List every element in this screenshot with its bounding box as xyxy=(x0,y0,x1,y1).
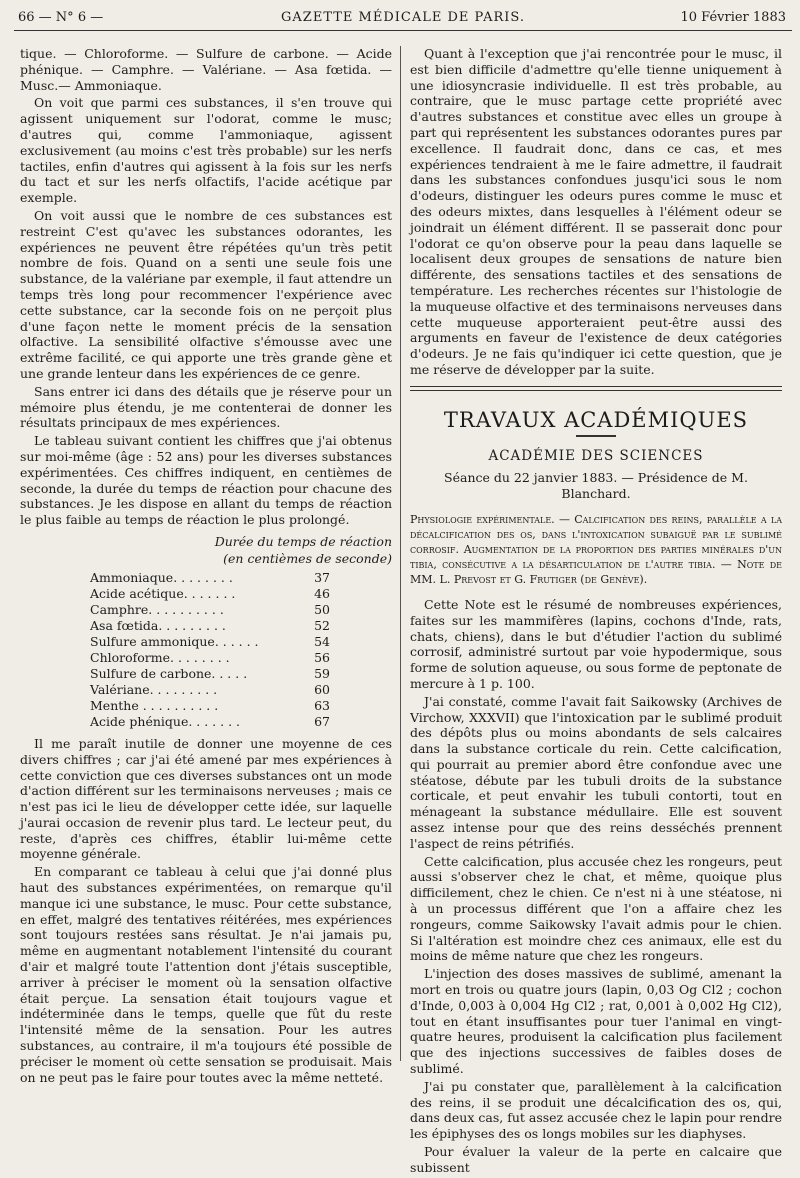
substance-name: Asa fœtida. . . . . . . . . xyxy=(90,617,226,633)
table-row xyxy=(20,602,392,618)
page-number: 66 — N° 6 — xyxy=(18,10,104,25)
page-header xyxy=(14,6,792,31)
paragraph: Pour évaluer la valeur de la perte en calcaire que subissent xyxy=(410,1144,782,1175)
journal-title: GAZETTE MÉDICALE DE PARIS. xyxy=(281,10,525,25)
reaction-value: 50 xyxy=(314,601,330,617)
reaction-value: 46 xyxy=(314,585,330,601)
paragraph: J'ai constaté, comme l'avait fait Saikowsky (Archives de Virchow, XXXVII) que l'intoxication par le sublimé produit des dépôts plus ou moins abondants de sels calcaires dans la substance corticale du rein. Cette calcification, qui pourrait au premier abord être confondue avec une stéatose, débute par les tubuli droits de la substance corticale, et peut envahir les tubuli contorti, tout en ménageant la substance médullaire. Elle est souvent assez intense pour que des reins desséchés prennent l'aspect de reins pétrifiés. xyxy=(410,693,782,851)
paragraph: Cette Note est le résumé de nombreuses expériences, faites sur les mammifères (lapins, cochons d'Inde, rats, chats, chiens), dans le but d'étudier l'action du sublimé corrosif, administré surtout par voie hypodermique, sous forme de solution aqueuse, ou sous forme de peptonate de mercure à 1 p. 100. xyxy=(410,596,782,691)
paragraph: On voit que parmi ces substances, il s'en trouve qui agissent uniquement sur l'odorat, comme le musc; d'autres qui, comme l'ammoniaque, agissent exclusivement (au moins c'est très probable) sur les nerfs tactiles, enfin d'autres qui agissent à la fois sur les nerfs du tact et sur les nerfs olfactifs, l'acide acétique par exemple. xyxy=(20,95,392,206)
paragraph: Le tableau suivant contient les chiffres que j'ai obtenus sur moi-même (âge : 52 ans) pour les diverses substances expérimentées. Ces chiffres indiquent, en centièmes de seconde, la durée du temps de réaction pour chacune des substances. Je les dispose en allant du temps de réaction le plus faible au temps de réaction le plus prolongé. xyxy=(20,433,392,528)
issue-date: 10 Février 1883 xyxy=(680,10,786,25)
substance-name: Camphre. . . . . . . . . . xyxy=(90,601,224,617)
reaction-value: 60 xyxy=(314,681,330,697)
substance-name: Chloroforme. . . . . . . . xyxy=(90,649,230,665)
substance-name: Ammoniaque. . . . . . . . xyxy=(90,569,233,585)
article-title: Physiologie expérimentale. — Calcification des reins, parallèle a la décalcification des os, dans l'intoxication subaiguë par le sublimé corrosif. Augmentation de la proportion des parties minérales d'un tibia, consécutive a la désarticulation de l'autre tibia. — Note de MM. L. Prevost et G. Frutiger (de Genève). xyxy=(410,512,782,586)
reaction-time-table xyxy=(20,570,392,730)
paragraph: L'injection des doses massives de sublimé, amenant la mort en trois ou quatre jours (lapin, 0,03 Og Cl2 ; cochon d'Inde, 0,003 à 0,004 Hg Cl2 ; rat, 0,001 à 0,002 Hg Cl2), tout en étant insuffisantes pour tuer l'animal en vingt-quatre heures, produisent la calcification plus facilement que des injections successives de faibles doses de sublimé. xyxy=(410,966,782,1077)
substance-name: Valériane. . . . . . . . . xyxy=(90,681,218,697)
reaction-value: 54 xyxy=(314,633,330,649)
section-separator xyxy=(410,386,782,391)
reaction-value: 63 xyxy=(314,697,330,713)
paragraph: tique. — Chloroforme. — Sulfure de carbone. — Acide phénique. — Camphre. — Valériane. — Asa fœtida. — Musc.— Ammoniaque. xyxy=(20,46,392,93)
section-title: TRAVAUX ACADÉMIQUES xyxy=(443,407,749,432)
reaction-value: 59 xyxy=(314,665,330,681)
column-divider xyxy=(400,46,401,1061)
table-row xyxy=(20,682,392,698)
paragraph: Sans entrer ici dans des détails que je réserve pour un mémoire plus étendu, je me contenterai de donner les résultats principaux de mes expériences. xyxy=(20,383,392,431)
paragraph: Quant à l'exception que j'ai rencontrée pour le musc, il est bien difficile d'admettre qu'elle tienne uniquement à une idiosyncrasie individuelle. Il est très probable, au contraire, que le musc partage cette propriété avec d'autres substances et constitue avec elles un groupe à part qui représentent les substances odorantes pures par excellence. Il faudrait donc, dans ce cas, et mes expériences tendraient à me le faire admettre, il faudrait dans les substances confondues jusqu'ici sous le nom d'odeurs, distinguer les odeurs pures comme le musc et des odeurs mixtes, dans lesquelles à l'élément odeur se joindrait un élément différent. Il se passerait donc pour l'odorat ce qu'on observe pour la peau dans laquelle se localisent deux groupes de sensations de nature bien différente, des sensations tactiles et des sensations de température. Les recherches récentes sur l'histologie de la muqueuse olfactive et des terminaisons nerveuses dans cette muqueuse apporteraient peut-être aussi des arguments en faveur de l'existence de deux catégories d'odeurs. Je ne fais qu'indiquer ici cette question, que je me réserve de développer par la suite. xyxy=(410,46,782,377)
substance-name: Sulfure ammonique. . . . . . xyxy=(90,633,259,649)
right-column xyxy=(410,46,782,1178)
table-row xyxy=(20,714,392,730)
paragraph: On voit aussi que le nombre de ces substances est restreint C'est qu'avec les substances odorantes, les expériences ne peuvent être répétées qu'un très petit nombre de fois. Quand on a senti une seule fois une substance, de la valériane par exemple, il faut attendre un temps très long pour recommencer l'expérience avec cette substance, car la seconde fois on ne perçoit plus d'une façon nette le moment précis de la sensation olfactive. La sensibilité olfactive s'émousse avec une extrême facilité, ce qui apporte une très grande gène et une grande lenteur dans les expériences de ce genre. xyxy=(20,207,392,381)
reaction-value: 52 xyxy=(314,617,330,633)
table-row xyxy=(20,618,392,634)
substance-name: Sulfure de carbone. . . . . xyxy=(90,665,248,681)
substance-name: Menthe . . . . . . . . . . xyxy=(90,697,219,713)
table-header: Durée du temps de réaction xyxy=(214,533,392,549)
left-column xyxy=(20,46,392,1087)
table-row xyxy=(20,570,392,586)
reaction-value: 67 xyxy=(314,713,330,729)
paragraph: Il me paraît inutile de donner une moyenne de ces divers chiffres ; car j'ai été amené par mes expériences à cette conviction que ces diverses substances ont un mode d'action différent sur les terminaisons nerveuses ; mais ce n'est pas ici le lieu de développer cette idée, sur laquelle j'aurai occasion de revenir plus tard. Le lecteur peut, du reste, d'après ces chiffres, établir lui-même cette moyenne générale. xyxy=(20,735,392,862)
reaction-value: 37 xyxy=(314,569,330,585)
substance-name: Acide acétique. . . . . . . xyxy=(90,585,236,601)
substance-name: Acide phénique. . . . . . . xyxy=(90,713,240,729)
paragraph: Cette calcification, plus accusée chez les rongeurs, peut aussi s'observer chez le chat, et même, quoique plus difficilement, chez le chien. Ce n'est ni à une stéatose, ni à un processus différent que l'on a affaire chez les rongeurs, comme Saikowsky l'avait admis pour le chien. Si l'altération est moindre chez ces animaux, elle est du moins de même nature que chez les rongeurs. xyxy=(410,853,782,964)
title-rule xyxy=(576,435,616,437)
table-row xyxy=(20,698,392,714)
table-row xyxy=(20,586,392,602)
academy-heading: ACADÉMIE DES SCIENCES xyxy=(488,447,704,464)
session-line: Séance du 22 janvier 1883. — Présidence de M. Blanchard. xyxy=(444,470,748,502)
paragraph: En comparant ce tableau à celui que j'ai donné plus haut des substances expérimentées, on remarque qu'il manque ici une substance, le musc. Pour cette substance, en effet, malgré des tentatives réitérées, mes expériences sont toujours restées sans résultat. Je n'ai jamais pu, même en augmentant notablement l'intensité du courant d'air et malgré toute l'attention dont j'étais susceptible, arriver à préciser le moment où la sensation olfactive était perçue. La sensation était toujours vague et indéterminée dans le temps, quelle que fût du reste l'intensité même de la sensation. Pour les autres substances, au contraire, il m'a toujours été possible de préciser le moment où cette sensation se produisait. Mais on ne peut pas le faire pour toutes avec la même netteté. xyxy=(20,864,392,1085)
table-row xyxy=(20,650,392,666)
table-row xyxy=(20,666,392,682)
table-subheader: (en centièmes de seconde) xyxy=(223,550,392,566)
reaction-value: 56 xyxy=(314,649,330,665)
table-row xyxy=(20,634,392,650)
paragraph: J'ai pu constater que, parallèlement à la calcification des reins, il se produit une décalcification des os, qui, dans deux cas, fut assez accusée chez le lapin pour rendre les épiphyses des os longs mobiles sur les diaphyses. xyxy=(410,1078,782,1142)
